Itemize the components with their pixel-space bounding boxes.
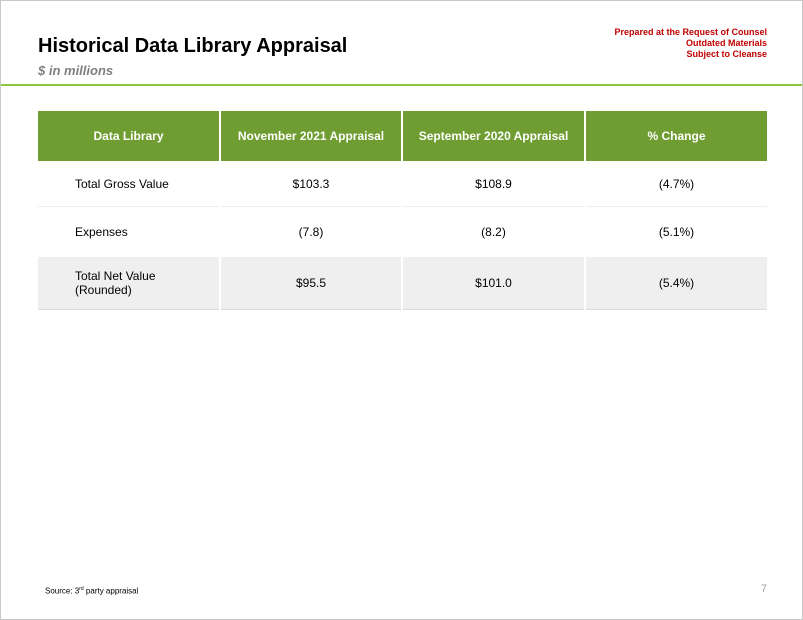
source-text: Source: 3 bbox=[45, 586, 80, 596]
row-label-line: (Rounded) bbox=[75, 283, 132, 297]
source-text: party appraisal bbox=[83, 586, 139, 596]
table-cell: $108.9 bbox=[402, 161, 585, 207]
source-note bbox=[45, 586, 138, 596]
header-divider bbox=[1, 84, 802, 86]
notice-line: Outdated Materials bbox=[685, 38, 767, 48]
table-cell: (7.8) bbox=[220, 207, 402, 258]
row-label: Expenses bbox=[38, 207, 220, 258]
row-label: Total Gross Value bbox=[38, 161, 220, 207]
table-cell: $95.5 bbox=[220, 257, 402, 310]
notice-line: Prepared at the Request of Counsel bbox=[614, 27, 767, 37]
page-number: 7 bbox=[760, 583, 767, 595]
table-cell: (8.2) bbox=[402, 207, 585, 258]
row-label-line: Total Net Value bbox=[75, 269, 156, 283]
table-cell: (5.1%) bbox=[658, 225, 695, 239]
appraisal-table bbox=[38, 111, 767, 310]
row-label bbox=[38, 257, 220, 310]
table-cell: (4.7%) bbox=[585, 161, 767, 207]
table-cell: $101.0 bbox=[402, 257, 585, 310]
table-header-row bbox=[38, 111, 767, 161]
page-title: Historical Data Library Appraisal bbox=[38, 35, 348, 57]
column-header: Data Library bbox=[38, 111, 220, 161]
page-subtitle: $ in millions bbox=[38, 63, 114, 78]
column-header: November 2021 Appraisal bbox=[220, 111, 402, 161]
table-row bbox=[38, 257, 767, 310]
column-header: September 2020 Appraisal bbox=[402, 111, 585, 161]
table-cell: $103.3 bbox=[220, 161, 402, 207]
table-row bbox=[38, 207, 767, 258]
table-row bbox=[38, 161, 767, 207]
notice-line: Subject to Cleanse bbox=[686, 49, 767, 59]
table-cell: (5.4%) bbox=[585, 257, 767, 310]
source-superscript: rd bbox=[79, 586, 84, 592]
column-header: % Change bbox=[585, 111, 767, 161]
confidentiality-notice bbox=[614, 27, 767, 60]
